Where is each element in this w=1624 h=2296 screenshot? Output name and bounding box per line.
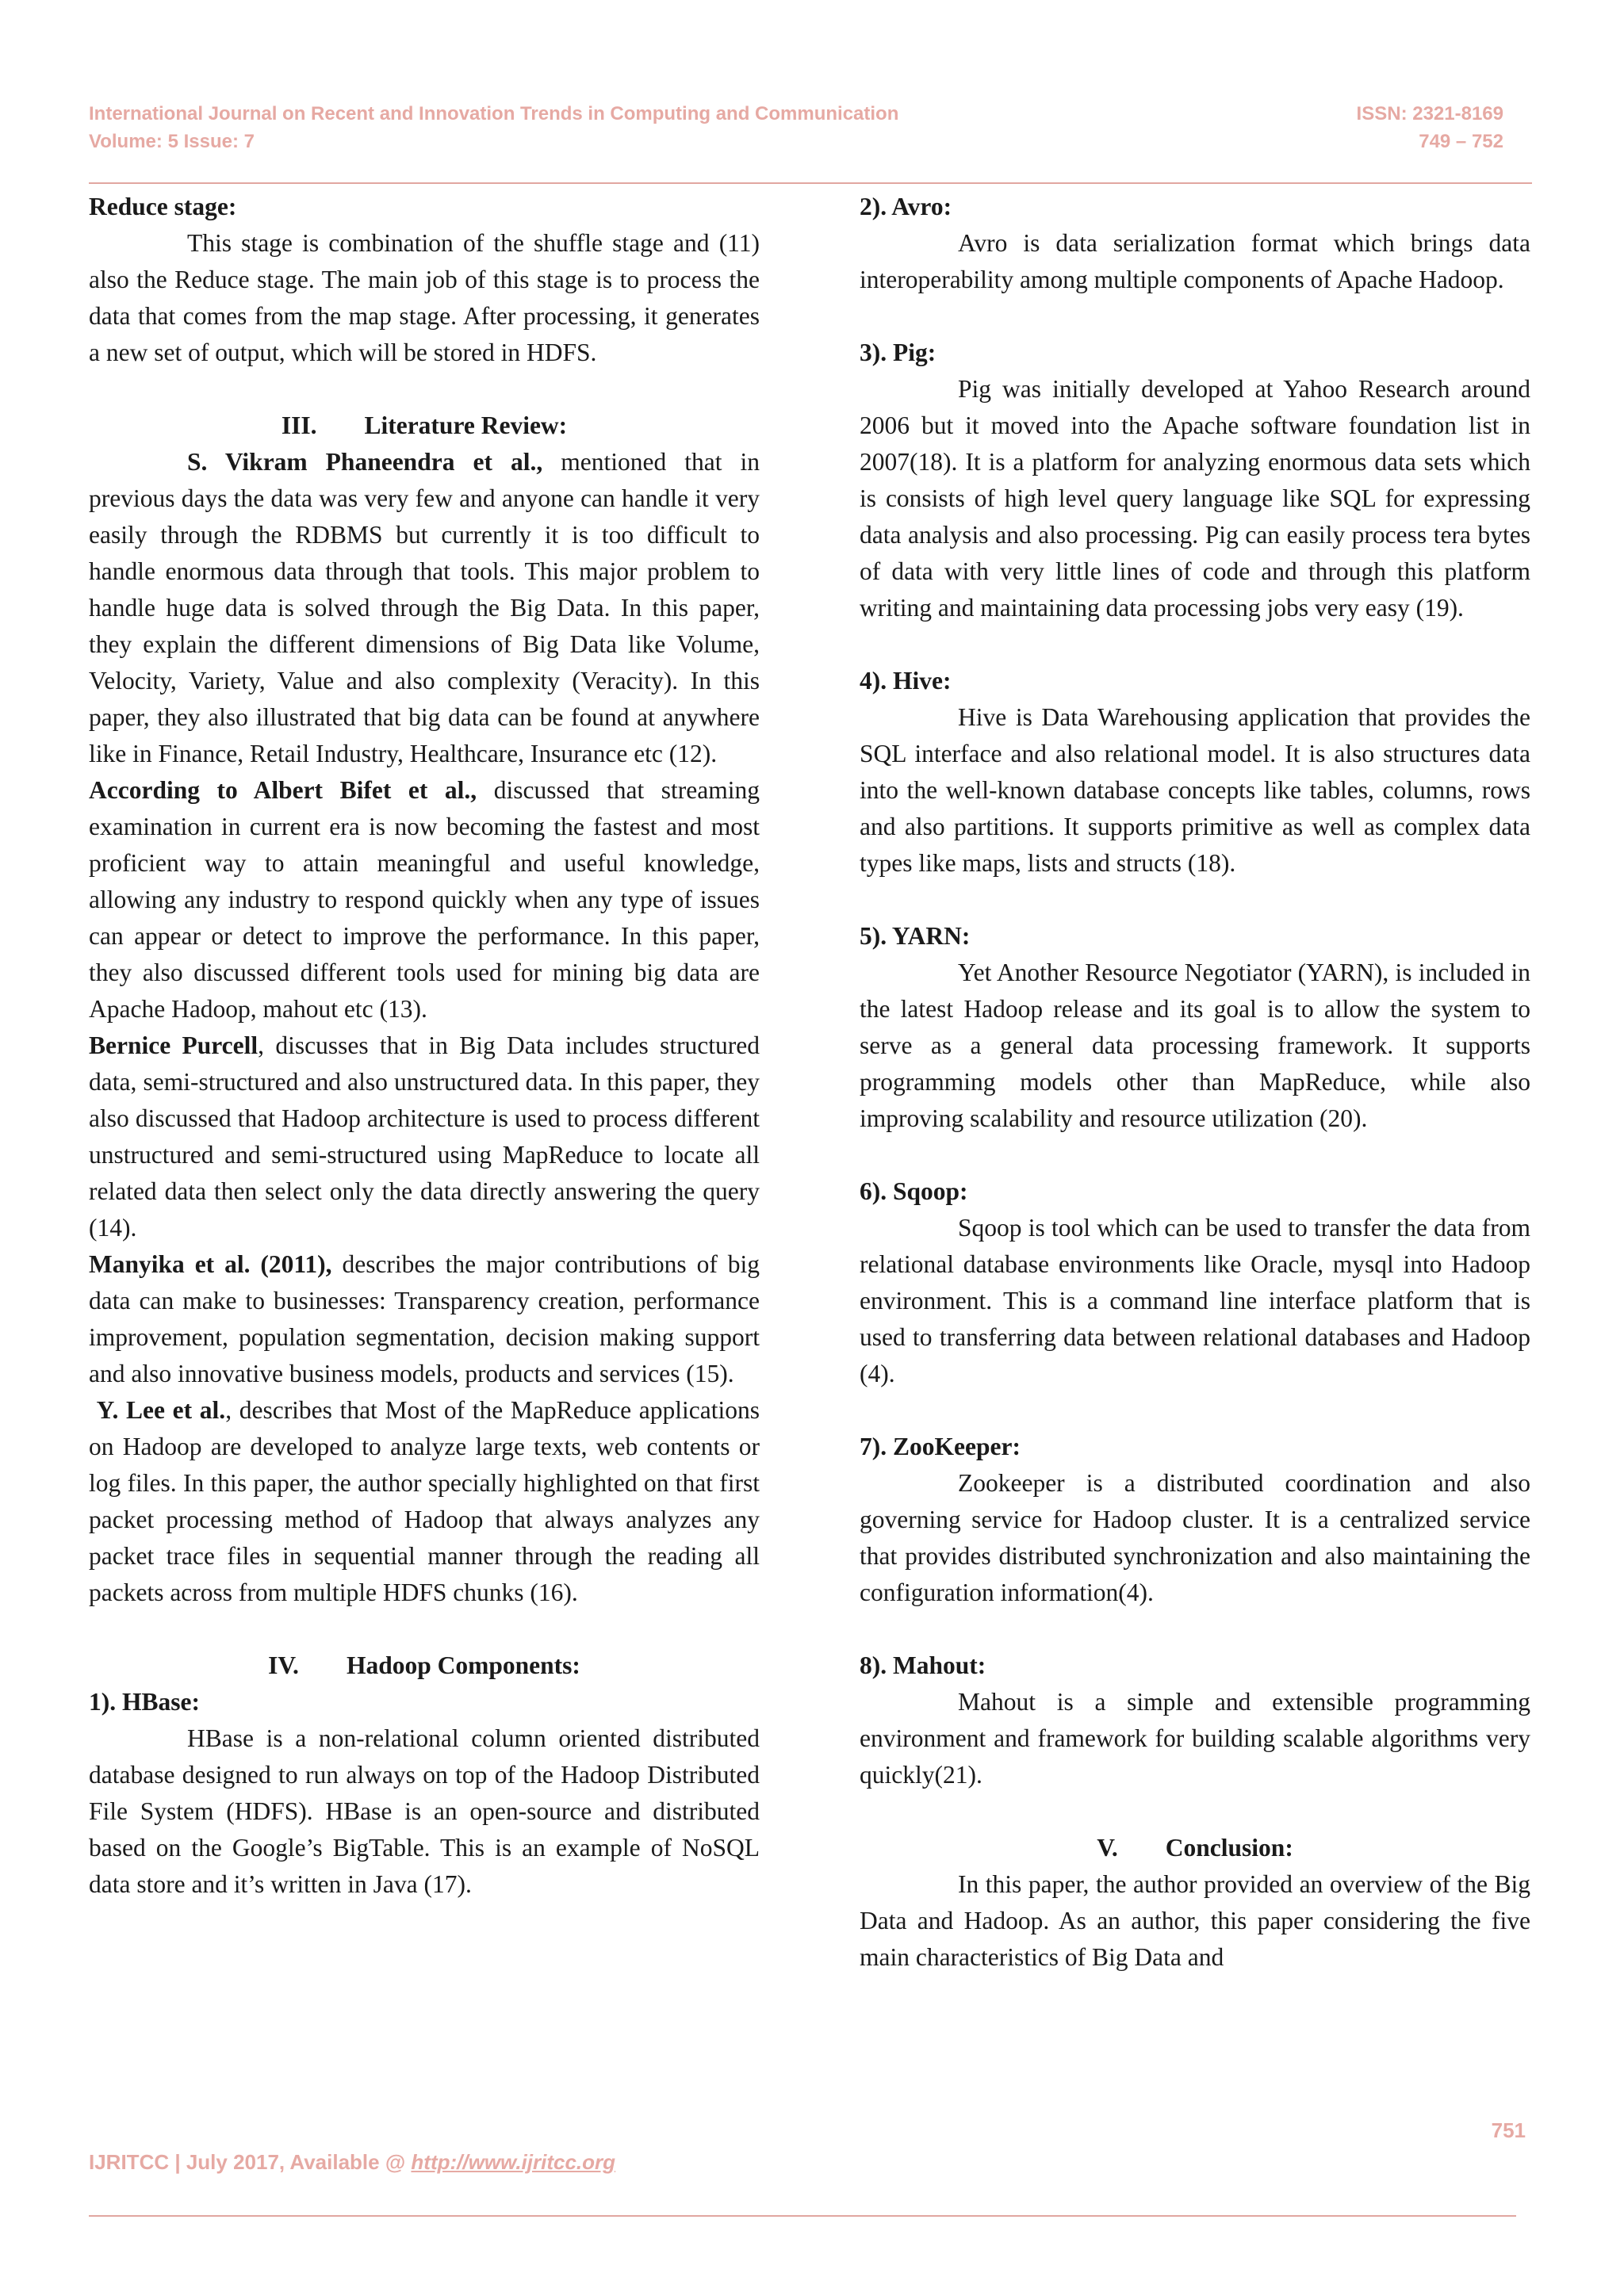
pig-heading: 3). Pig:: [860, 339, 936, 366]
hbase-heading: 1). HBase:: [89, 1688, 200, 1716]
reduce-stage-heading: Reduce stage:: [89, 193, 237, 220]
reduce-stage-paragraph: This stage is combination of the shuffle stage and (11) also the Reduce stage. The main job of this stage is to process the data that comes from the map stage. After processing, it generates a new set of output, which will be stored in HDFS.: [89, 229, 760, 366]
review-paragraph-4: Manyika et al. (2011), describes the major contributions of big data can make to businesses: Transparency creation, performance improvement, population segmentation, decision making support and also innovative business models, products and services (15).: [89, 1250, 760, 1387]
volume-issue: Volume: 5 Issue: 7: [89, 131, 255, 152]
running-header: [89, 100, 898, 155]
header-rule: [89, 182, 1532, 184]
page-range: 749 – 752: [1419, 131, 1503, 152]
footer-rule: [89, 2215, 1516, 2217]
issn: ISSN: 2321-8169: [1356, 103, 1503, 124]
hive-heading: 4). Hive:: [860, 667, 952, 695]
left-column: [89, 189, 760, 1903]
running-header-right: [1357, 100, 1503, 155]
sqoop-paragraph: Sqoop is tool which can be used to transfer the data from relational database environments like Oracle, mysql into Hadoop environment. This is a command line interface platform that is used to transferring data between relational databases and Hadoop (4).: [860, 1214, 1530, 1387]
right-column: [860, 189, 1530, 1976]
pig-paragraph: Pig was initially developed at Yahoo Research around 2006 but it moved into the Apache software foundation list in 2007(18). It is a platform for analyzing enormous data sets which is consists of high level query language like SQL for expressing data analysis and also processing. Pig can easily process tera bytes of data with very little lines of code and through this platform writing and maintaining data processing jobs very easy (19).: [860, 375, 1530, 622]
mahout-paragraph: Mahout is a simple and extensible programming environment and framework for building scalable algorithms very quickly(21).: [860, 1688, 1530, 1789]
avro-paragraph: Avro is data serialization format which brings data interoperability among multiple components of Apache Hadoop.: [860, 229, 1530, 293]
yarn-paragraph: Yet Another Resource Negotiator (YARN), is included in the latest Hadoop release and its goal is to allow the system to serve as a general data processing framework. It supports programming models other than MapReduce, while also improving scalability and resource utilization (20).: [860, 959, 1530, 1132]
zookeeper-heading: 7). ZooKeeper:: [860, 1433, 1021, 1460]
sqoop-heading: 6). Sqoop:: [860, 1177, 968, 1205]
conclusion-heading: V. Conclusion:: [1097, 1834, 1293, 1862]
conclusion-paragraph: In this paper, the author provided an overview of the Big Data and Hadoop. As an author, this paper considering the five main characteristics of Big Data and: [860, 1870, 1530, 1971]
hive-paragraph: Hive is Data Warehousing application that provides the SQL interface and also relational model. It is also structures data into the well-known database concepts like tables, columns, rows and also partitions. It supports primitive as well as complex data types like maps, lists and structs (18).: [860, 703, 1530, 877]
literature-review-heading: III. Literature Review:: [281, 411, 568, 439]
zookeeper-paragraph: Zookeeper is a distributed coordination and also governing service for Hadoop cluster. It is a centralized service that provides distributed synchronization and also maintaining the configuration information(4).: [860, 1469, 1530, 1606]
mahout-heading: 8). Mahout:: [860, 1651, 986, 1679]
review-paragraph-3: Bernice Purcell, discusses that in Big Data includes structured data, semi-structured and also unstructured data. In this paper, they also discussed that Hadoop architecture is used to process different unstructured and semi-structured using MapReduce to locate all related data then select only the data directly answering the query (14).: [89, 1031, 760, 1242]
journal-link[interactable]: http://www.ijritcc.org: [411, 2150, 616, 2174]
hadoop-components-heading: IV. Hadoop Components:: [268, 1651, 580, 1679]
review-paragraph-5: Y. Lee et al., describes that Most of the MapReduce applications on Hadoop are developed to analyze large texts, web contents or log files. In this paper, the author specially highlighted on that first packet processing method of Hadoop that always analyzes any packet trace files in sequential manner through the reading all packets across from multiple HDFS chunks (16).: [89, 1396, 760, 1606]
hbase-paragraph: HBase is a non-relational column oriented distributed database designed to run always on top of the Hadoop Distributed File System (HDFS). HBase is an open-source and distributed based on the Google’s BigTable. This is an example of NoSQL data store and it’s written in Java (17).: [89, 1724, 760, 1898]
review-paragraph-1: S. Vikram Phaneendra et al., mentioned that in previous days the data was very few and anyone can handle it very easily through the RDBMS but currently it is too difficult to handle enormous data through that tools. This major problem to handle huge data is solved through the Big Data. In this paper, they explain the different dimensions of Big Data like Volume, Velocity, Variety, Value and also complexity (Veracity). In this paper, they also illustrated that big data can be found at anywhere like in Finance, Retail Industry, Healthcare, Insurance etc (12).: [89, 448, 760, 767]
page-number: 751: [1491, 2118, 1526, 2142]
avro-heading: 2). Avro:: [860, 193, 952, 220]
review-paragraph-2: According to Albert Bifet et al., discussed that streaming examination in current era is now becoming the fastest and most proficient way to attain meaningful and useful knowledge, allowing any industry to respond quickly when any type of issues can appear or detect to improve the performance. In this paper, they also discussed different tools used for mining big data are Apache Hadoop, mahout etc (13).: [89, 776, 760, 1023]
journal-name: International Journal on Recent and Innovation Trends in Computing and Communication: [89, 103, 899, 124]
yarn-heading: 5). YARN:: [860, 922, 971, 950]
footer-text: IJRITCC | July 2017, Available @ http://www.ijritcc.org: [89, 2150, 616, 2174]
